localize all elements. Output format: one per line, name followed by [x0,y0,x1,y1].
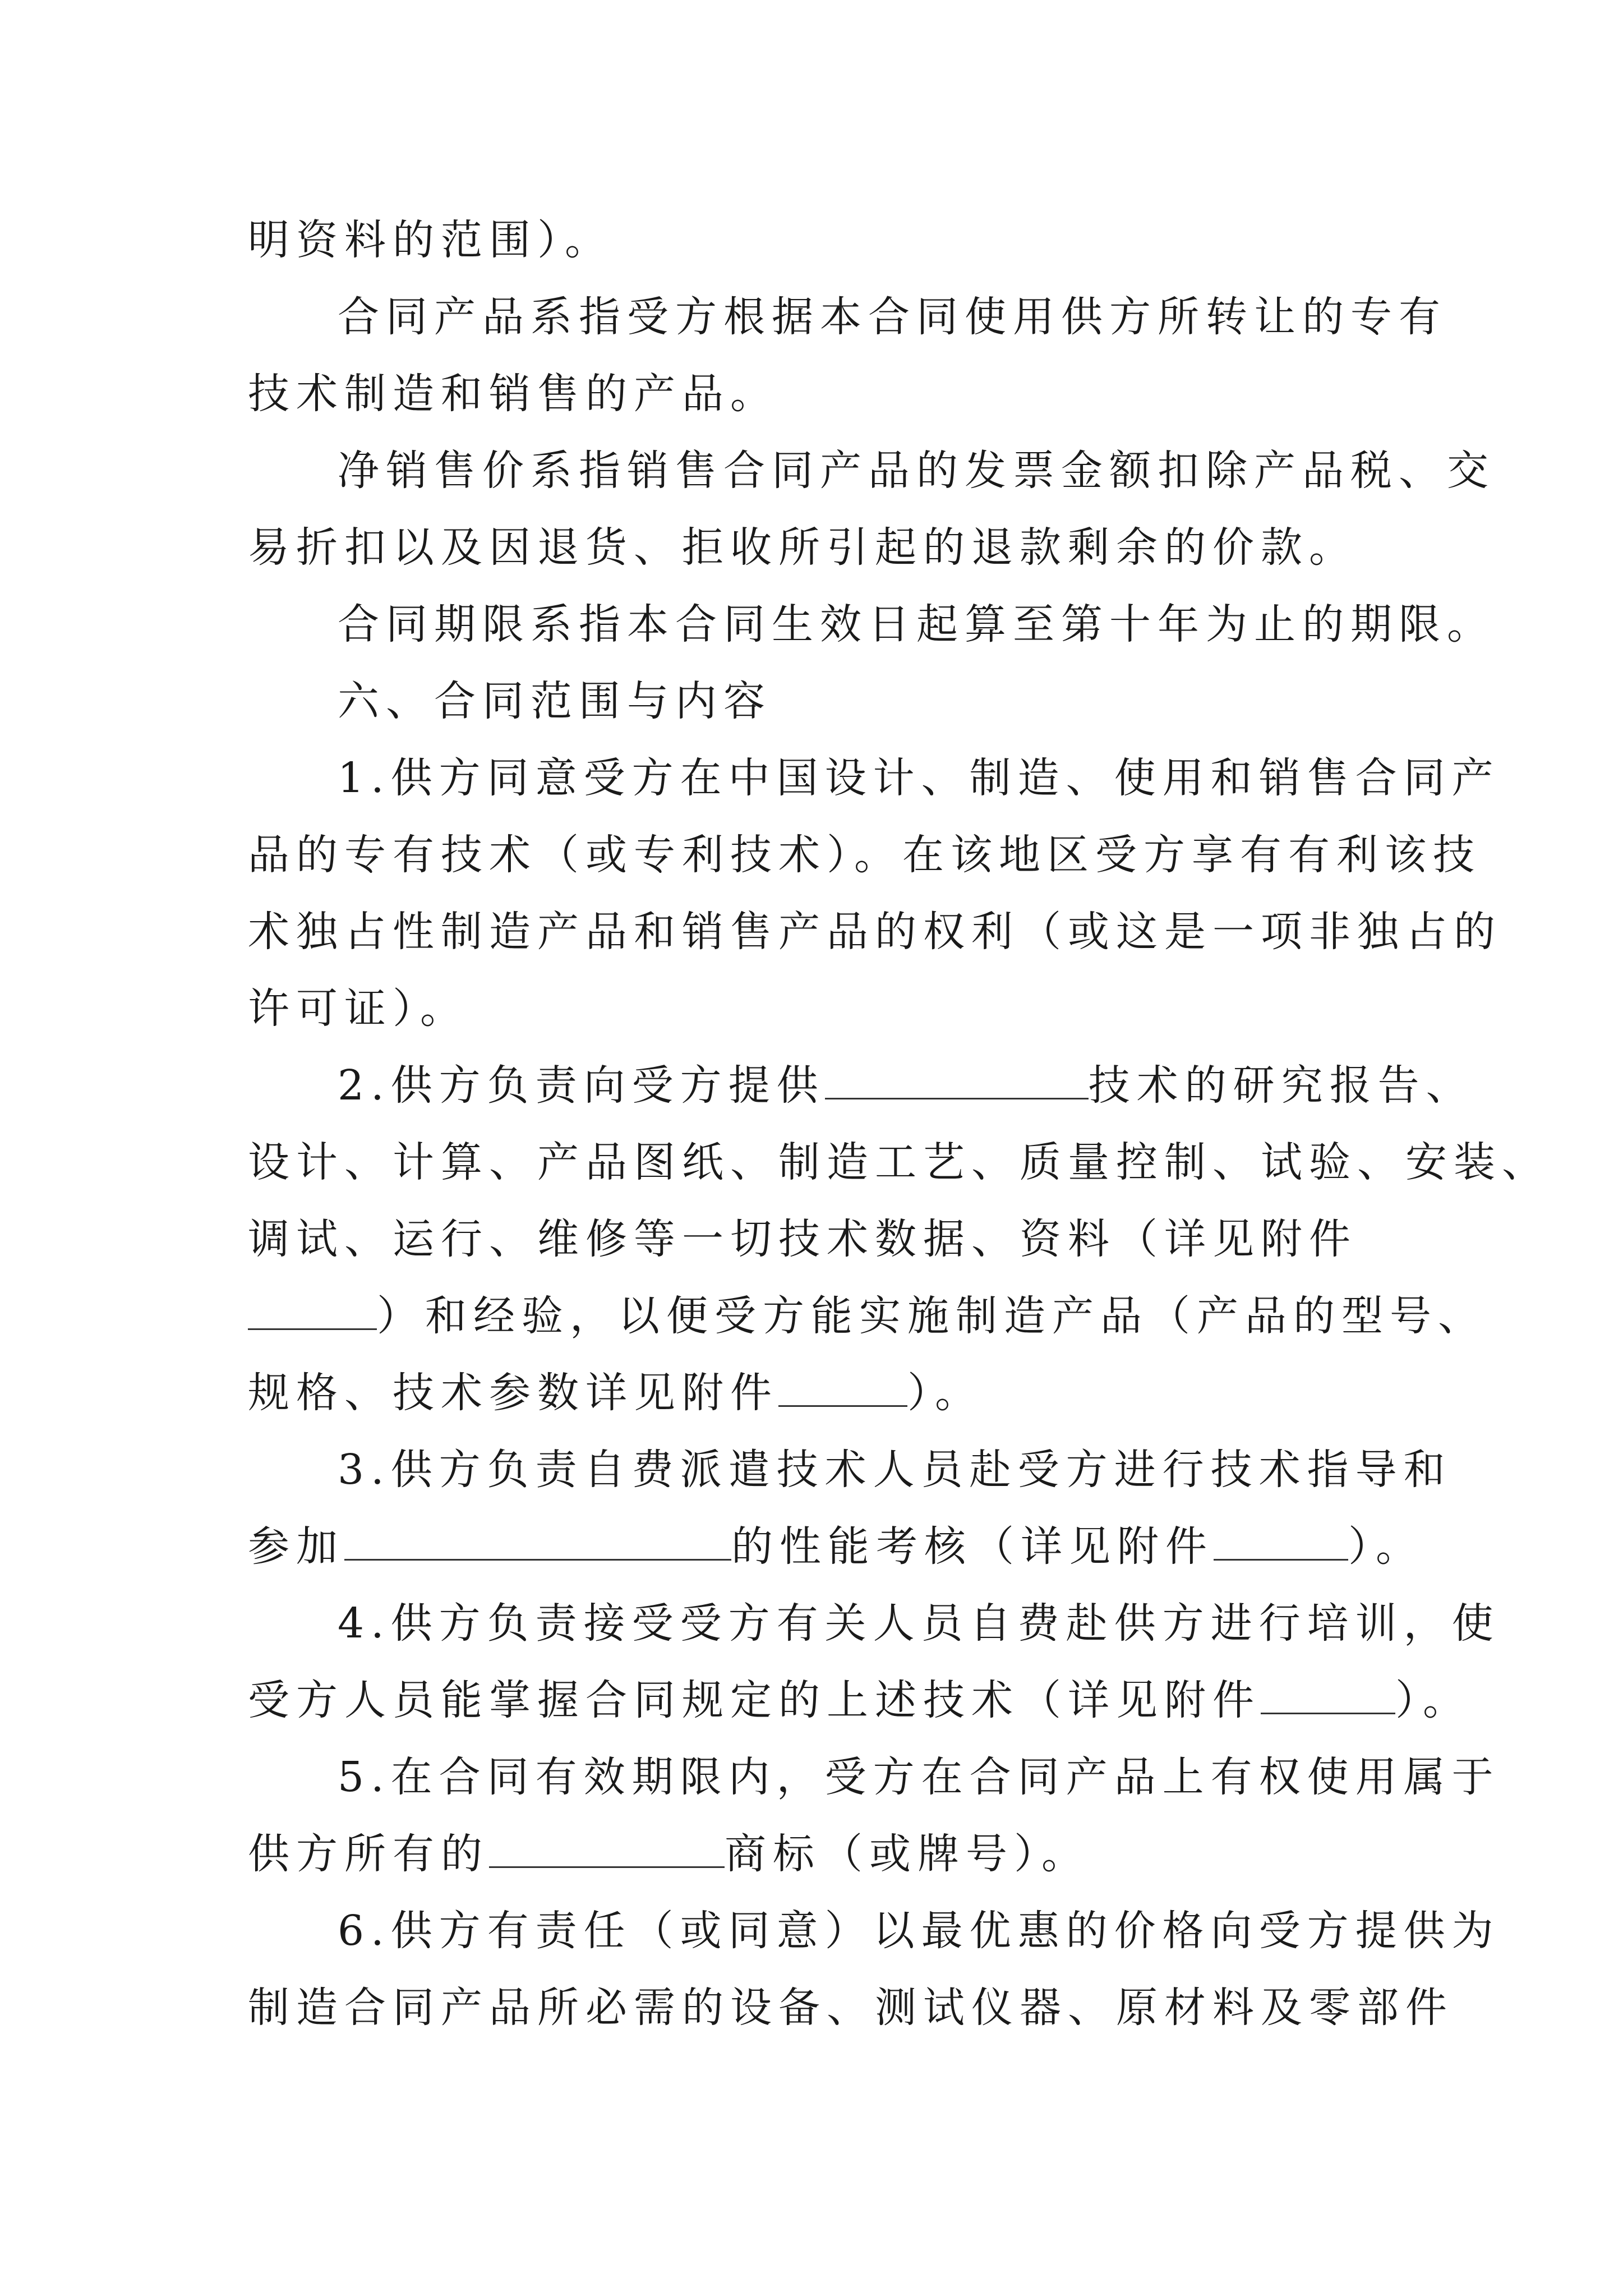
text-line [248,1355,1381,1432]
text-segment: 受方人员能掌握合同规定的上述技术（详见附件 [248,1676,1261,1724]
fill-blank[interactable] [1261,1673,1395,1714]
fill-blank[interactable] [778,1366,907,1407]
text-line: 品的专有技术（或专利技术）。在该地区受方享有有利该技 [248,831,1481,879]
section-heading: 六、合同范围与内容 [338,677,772,725]
text-line [248,1508,1424,1585]
text-line: 制造合同产品所必需的设备、测试仪器、原材料及零部件 [248,1984,1454,2032]
text-line: 4.供方负责接受受方有关人员自费赴供方进行培训，使 [338,1599,1500,1648]
text-line: 调试、运行、维修等一切技术数据、资料（详见附件 [248,1215,1357,1263]
text-line: 设计、计算、产品图纸、制造工艺、质量控制、试验、安装、 [248,1138,1550,1186]
fill-blank[interactable] [344,1520,731,1561]
text-line: 合同产品系指受方根据本合同使用供方所转让的专有 [338,293,1447,341]
text-line [248,1047,1474,1124]
text-segment: ）。 [907,1369,983,1417]
text-line: 净销售价系指销售合同产品的发票金额扣除产品税、交 [338,447,1495,495]
text-line: 易折扣以及因退货、拒收所引起的退款剩余的价款。 [248,523,1357,572]
text-segment: ）。 [1348,1522,1424,1571]
contract-text [248,202,1550,2046]
text-segment: ）。 [1395,1676,1471,1724]
text-line: 3.供方负责自费派遣技术人员赴受方进行技术指导和 [338,1446,1452,1494]
text-line: 许可证）。 [248,984,468,1033]
text-line: 术独占性制造产品和销售产品的权利（或这是一项非独占的 [248,908,1502,956]
fill-blank[interactable] [248,1289,377,1330]
text-segment: 规格、技术参数详见附件 [248,1369,778,1417]
text-segment: 商标（或牌号）。 [725,1830,1090,1878]
text-line: 6.供方有责任（或同意）以最优惠的价格向受方提供为 [338,1907,1500,1955]
text-segment: 的性能考核（详见附件 [731,1522,1214,1571]
text-line: 明资料的范围）。 [248,216,613,264]
text-line [248,1662,1471,1739]
text-line: 1.供方同意受方在中国设计、制造、使用和销售合同产 [338,754,1500,802]
fill-blank[interactable] [489,1827,725,1868]
text-segment: 参加 [248,1522,344,1571]
text-line: 合同期限系指本合同生效日起算至第十年为止的期限。 [338,600,1495,648]
text-line: 5.在合同有效期限内，受方在合同产品上有权使用属于 [338,1753,1500,1801]
text-segment: 技术的研究报告、 [1088,1061,1474,1110]
text-line [248,1278,1486,1355]
text-segment: 供方所有的 [248,1830,489,1878]
text-segment: 2.供方负责向受方提供 [338,1061,825,1110]
fill-blank[interactable] [825,1059,1089,1099]
text-line: 技术制造和销售的产品。 [248,370,778,418]
text-line [248,1816,1381,1893]
text-segment: ）和经验，以便受方能实施制造产品（产品的型号、 [377,1292,1486,1340]
fill-blank[interactable] [1214,1520,1348,1561]
